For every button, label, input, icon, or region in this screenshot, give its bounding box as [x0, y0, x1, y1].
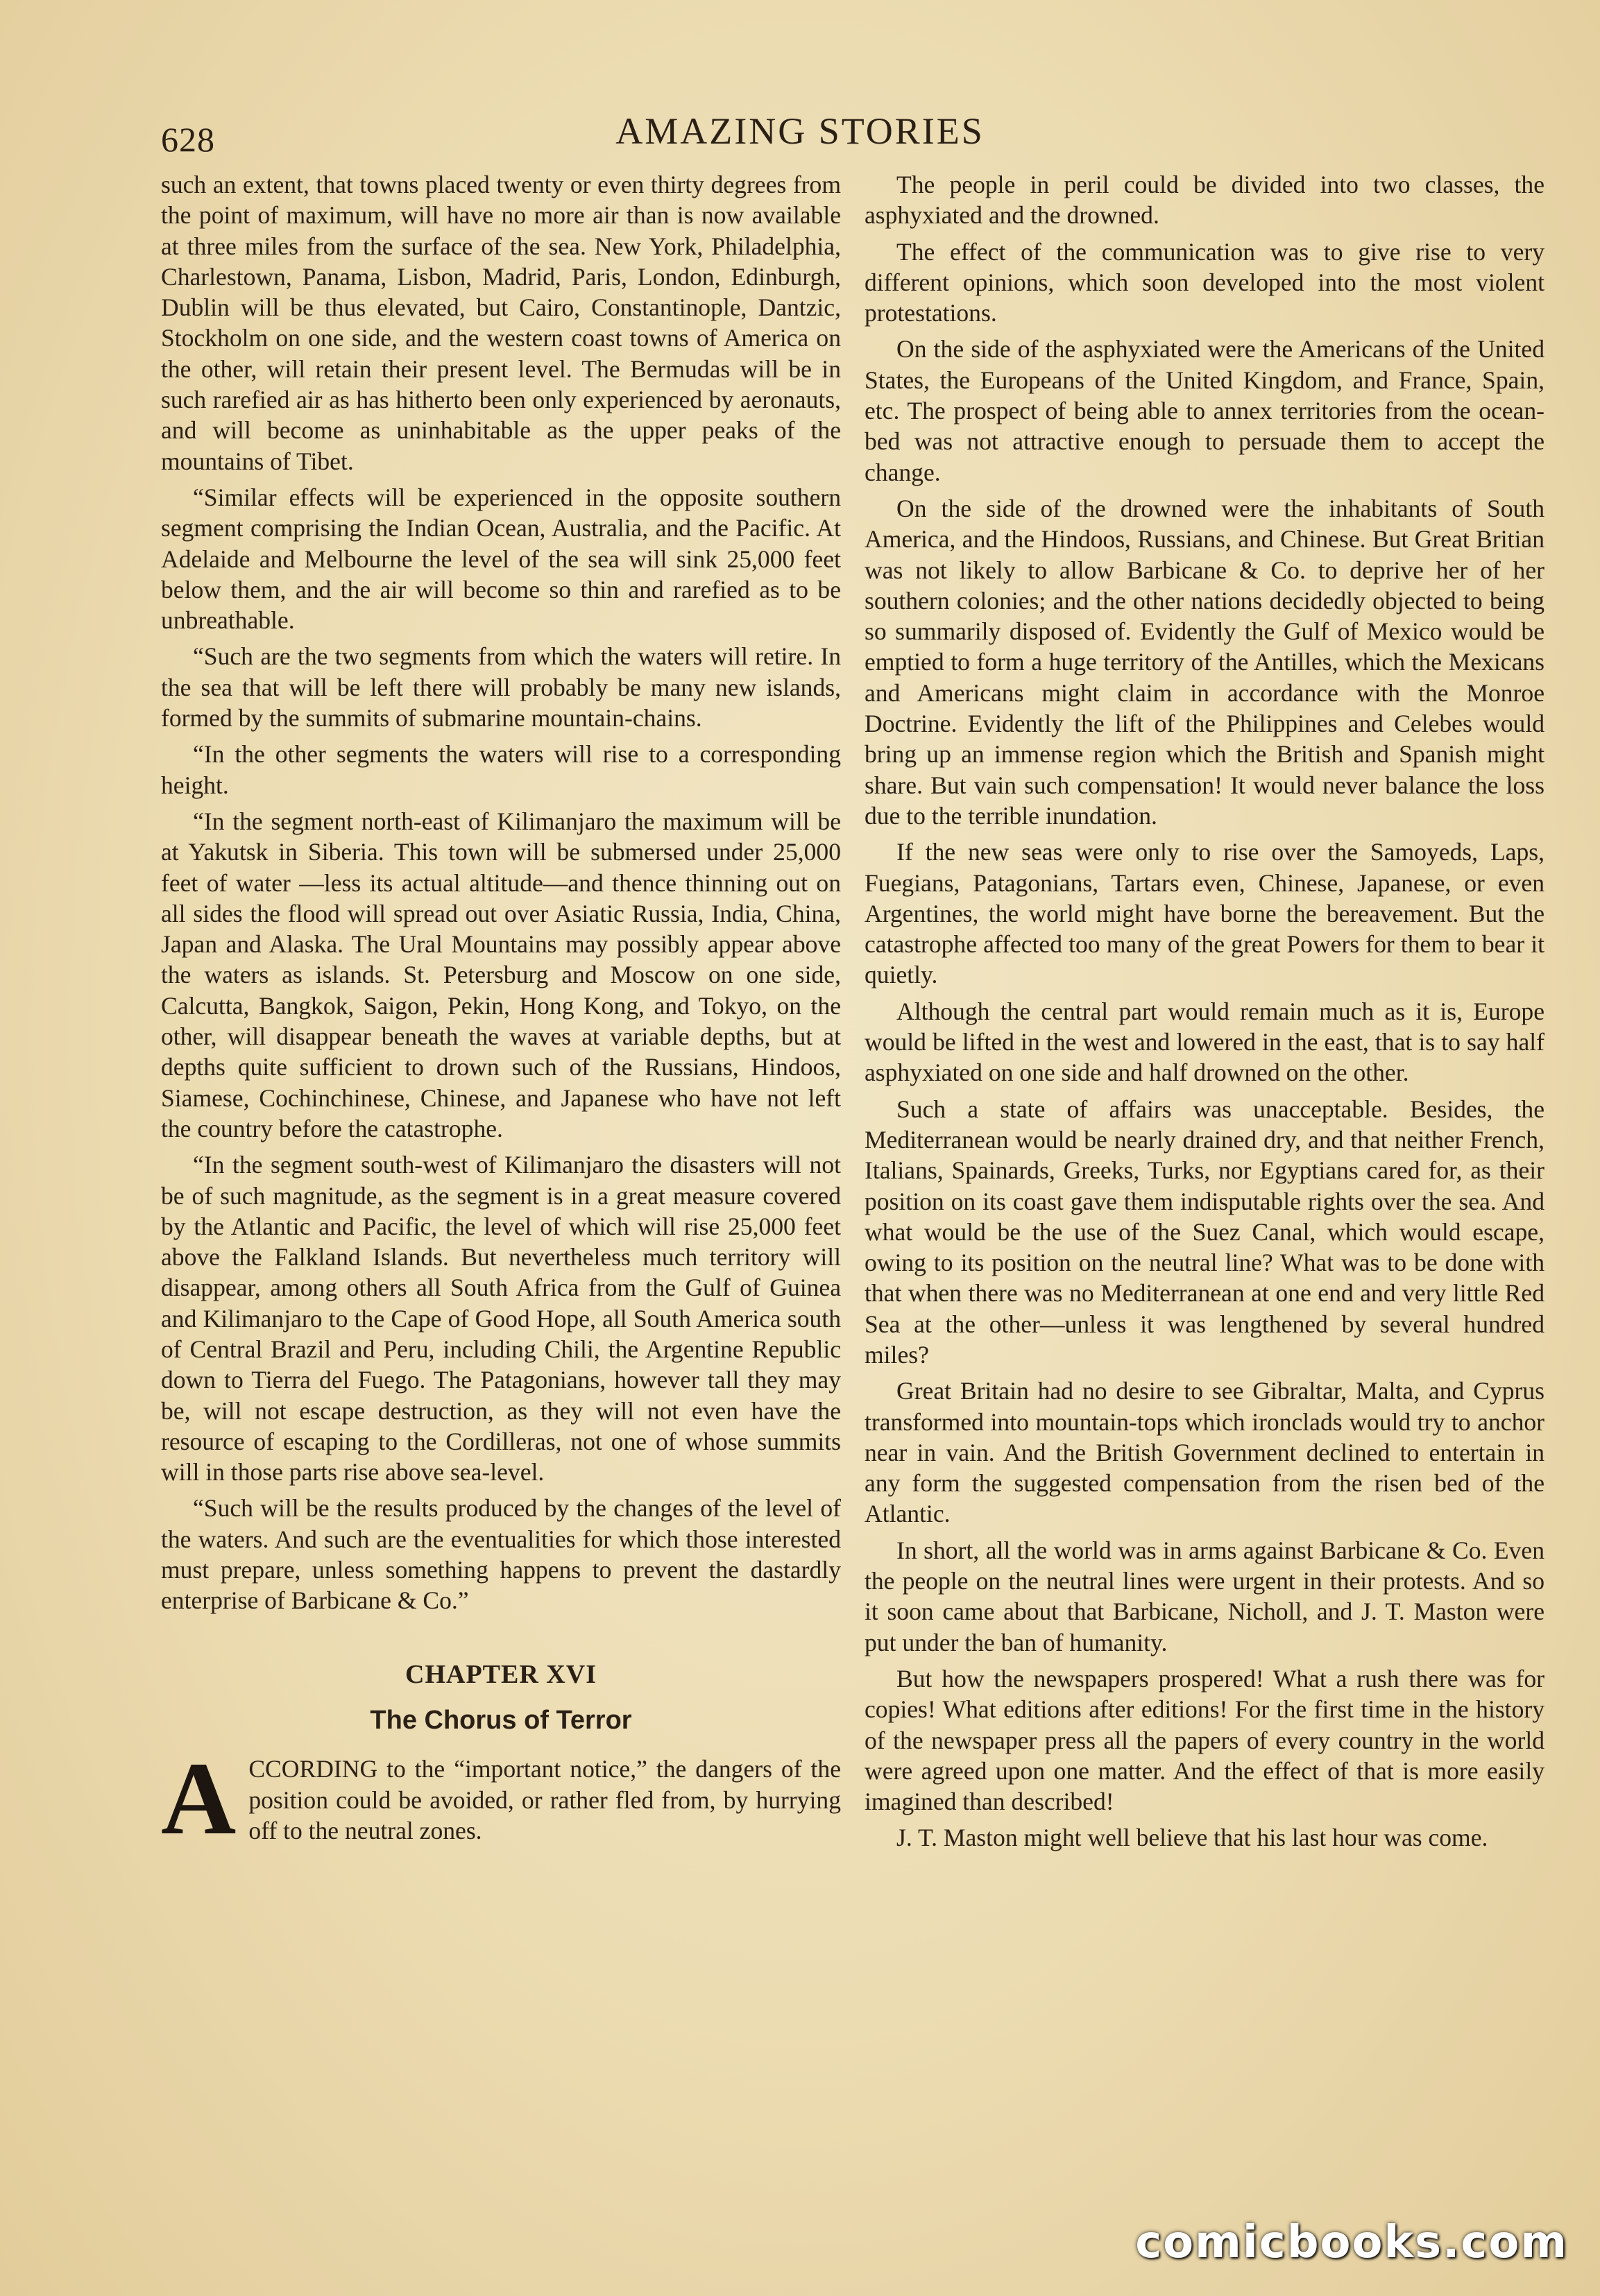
paragraph: On the side of the asphyxiated were the Americans of the United States, the Europeans of the United Kingdom, and France, Spain, etc. The prospect of being able to annex territories from the ocean-bed was not attractive enough to persuade them to accept the change.: [865, 335, 1544, 486]
paragraph: “In the other segments the waters will rise to a corresponding height.: [161, 740, 841, 799]
watermark: comicbooks.com: [1135, 2217, 1568, 2268]
paragraph: If the new seas were only to rise over the Samoyeds, Laps, Fuegians, Patagonians, Tartars even, Chinese, Japanese, or even Argentines, the world might have borne the bereavement. But the catastrophe affected too many of the great Powers for them to bear it quietly.: [865, 838, 1544, 989]
paragraph: Although the central part would remain much as it is, Europe would be lifted in the west and lowered in the east, that is to say half asphyxiated on one side and half drowned on the other.: [865, 997, 1544, 1087]
paragraph: “Such are the two segments from which the waters will retire. In the sea that will be left there will probably be many new islands, formed by the summits of submarine mountain-chains.: [161, 642, 841, 733]
chapter-opening-text: CCORDING to the “important notice,” the dangers of the position could be avoided, or rather fled from, by hurrying off to the neutral zones.: [248, 1755, 841, 1844]
chapter-title: The Chorus of Terror: [370, 1705, 632, 1735]
running-head: AMAZING STORIES: [615, 110, 985, 152]
paragraph: But how the newspapers prospered! What a rush there was for copies! What editions after editions! For the first time in the history of the newspaper press all the papers of every country in the world were agreed upon one matter. And the effect of that is more easily imagined than described!: [865, 1664, 1544, 1816]
chapter-heading: CHAPTER XVI: [405, 1659, 597, 1689]
paragraph: The effect of the communication was to give rise to very different opinions, which soon developed into the most violent protestations.: [865, 237, 1544, 327]
drop-cap: A: [161, 1741, 237, 1857]
paragraph: In short, all the world was in arms against Barbicane & Co. Even the people on the neutral lines were urgent in their protests. And so it soon came about that Barbicane, Nicholl, and J. T. Maston were put under the ban of humanity.: [865, 1536, 1544, 1656]
page-number: 628: [161, 120, 215, 159]
paragraph: On the side of the drowned were the inhabitants of South America, and the Hindoos, Russians, and Chinese. But Great Britian was not likely to allow Barbicane & Co. to deprive her of her southern colonies; and the other nations decidedly objected to being so summarily disposed of. Evidently the Gulf of Mexico would be emptied to form a huge territory of the Antilles, which the Mexicans and Americans might claim in accordance with the Monroe Doctrine. Evidently the lift of the Philippines and Celebes would bring up an immense region which the British and Spanish might share. But vain such compensation! It would never balance the loss due to the terrible inundation.: [865, 494, 1544, 830]
paragraph: Great Britain had no desire to see Gibraltar, Malta, and Cyprus transformed into mountain-tops which ironclads would try to anchor near in vain. And the British Government declined to entertain in any form the suggested compensation from the risen bed of the Atlantic.: [865, 1377, 1544, 1528]
paragraph: such an extent, that towns placed twenty or even thirty degrees from the point of maximum, will have no more air than is now available at three miles from the surface of the sea. New York, Philadelphia, Charlestown, Panama, Lisbon, Madrid, Paris, London, Edinburgh, Dublin will be thus elevated, but Cairo, Constantinople, Dantzic, Stockholm on one side, and the western coast towns of America on the other, will retain their present level. The Bermudas will be in such rarefied air as has hitherto been only experienced by aeronauts, and will become as uninhabitable as the upper peaks of the mountains of Tibet.: [161, 171, 841, 475]
chapter-opening-paragraph: [161, 1741, 841, 1857]
right-column: [865, 169, 1544, 1859]
paragraph: “In the segment north-east of Kilimanjaro the maximum will be at Yakutsk in Siberia. This town will be submersed under 25,000 feet of water —less its actual altitude—and thence thinning out on all sides the flood will spread out over Asiatic Russia, India, China, Japan and Alaska. The Ural Mountains may possibly appear above the waters as islands. St. Petersburg and Moscow on one side, Calcutta, Bangkok, Saigon, Pekin, Hong Kong, and Tokyo, on the other, will disappear beneath the waves at variable depths, but at depths quite sufficient to drown such of the Russians, Hindoos, Siamese, Cochinchinese, Chinese, and Japanese who have not left the country before the catastrophe.: [161, 807, 841, 1142]
paragraph: “In the segment south-west of Kilimanjaro the disasters will not be of such magnitude, as the segment is in a great measure covered by the Atlantic and Pacific, the level of which will rise 25,000 feet above the Falkland Islands. But nevertheless much territory will disappear, among others all South Africa from the Gulf of Guinea and Kilimanjaro to the Cape of Good Hope, all South America south of Central Brazil and Peru, including Chili, the Argentine Republic down to Tierra del Fuego. The Patagonians, however tall they may be, will not escape destruction, as they will not even have the resource of escaping to the Cordilleras, not one of whose summits will in those parts rise above sea-level.: [161, 1151, 841, 1487]
left-column: [161, 169, 841, 1857]
paragraph: “Similar effects will be experienced in the opposite southern segment comprising the Indian Ocean, Australia, and the Pacific. At Adelaide and Melbourne the level of the sea will sink 25,000 feet below them, and the air will become so thin and rarefied as to be unbreathable.: [161, 483, 841, 635]
paragraph: “Such will be the results produced by the changes of the level of the waters. And such are the eventualities for which those interested must prepare, unless something happens to prevent the dastardly enterprise of Barbicane & Co.”: [161, 1494, 841, 1615]
paragraph: J. T. Maston might well believe that his last hour was come.: [896, 1824, 1488, 1852]
paragraph: Such a state of affairs was unacceptable. Besides, the Mediterranean would be nearly drained dry, and that neither French, Italians, Spainards, Greeks, Turks, nor Egyptians cared for, as their position on its coast gave them indisputable rights over the sea. And what would be the use of the Suez Canal, which would escape, owing to its position on the neutral line? What was to be done with that when there was no Mediterranean at one end and very little Red Sea at the other—unless it was lengthened by several hundred miles?: [865, 1095, 1544, 1369]
paragraph: The people in peril could be divided into two classes, the asphyxiated and the drowned.: [865, 171, 1544, 230]
